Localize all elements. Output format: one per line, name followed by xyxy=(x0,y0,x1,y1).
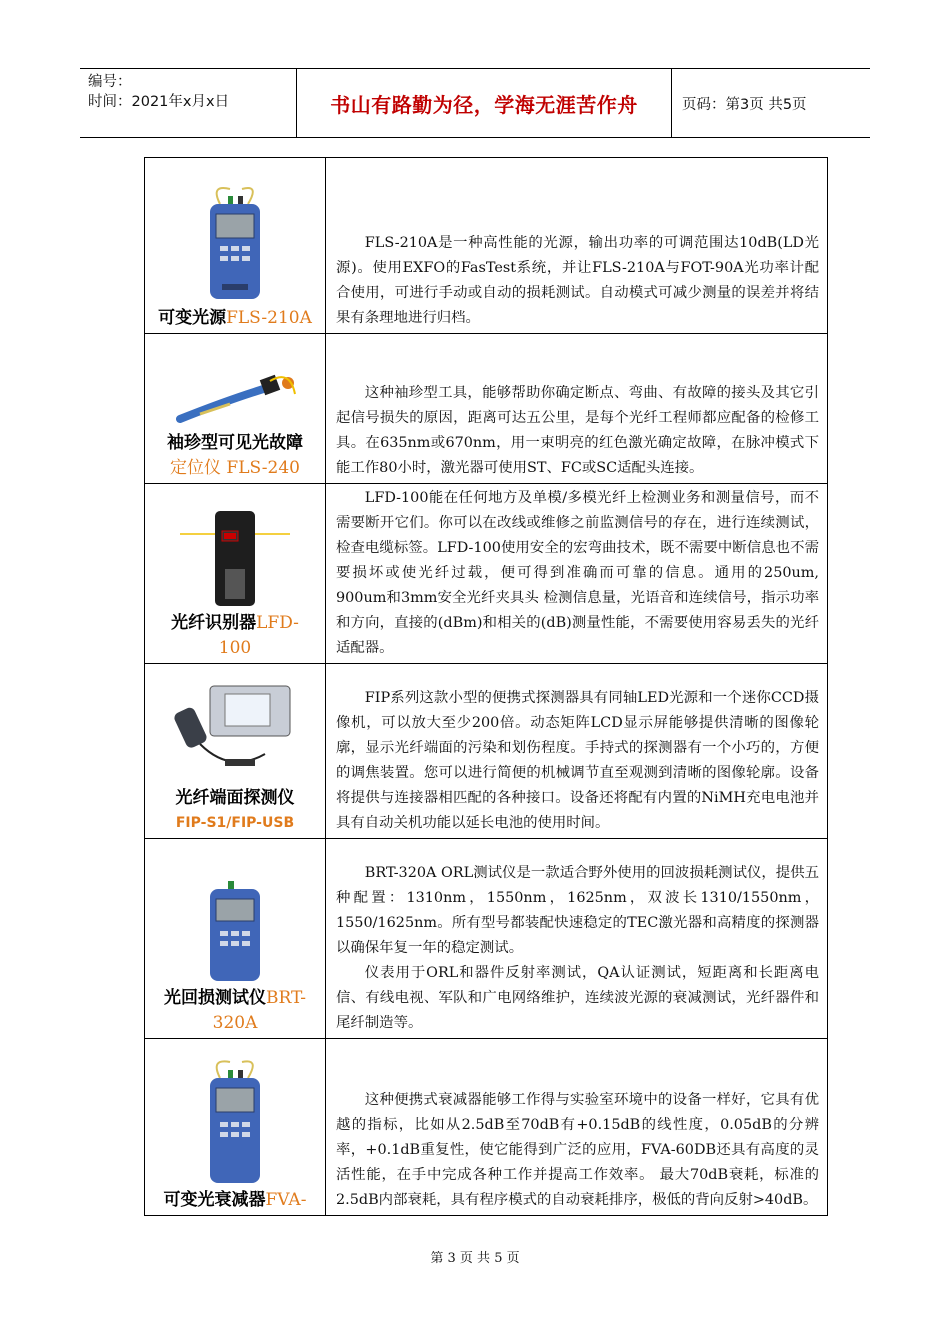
product-description xyxy=(336,486,819,661)
table-row xyxy=(145,664,828,839)
description-paragraph: FLS-210A是一种高性能的光源，输出功率的可调范围达10dB(LD光源)。使用EXFO的FasTest系统，并让FLS-210A与FOT-90A光功率计配合使用，可进行手动或自动的损耗测试。自动模式可减少测量的误差并将结果有条理地进行归档。 xyxy=(336,235,819,326)
product-description xyxy=(336,861,819,1036)
page-header xyxy=(80,68,870,138)
product-model[interactable]: FLS-210A xyxy=(226,308,312,328)
description-cell xyxy=(326,839,828,1039)
product-name xyxy=(145,1188,325,1213)
header-page-info: 页码：第3页 共5页 xyxy=(682,96,807,113)
product-name xyxy=(145,306,325,331)
product-image-attenuator xyxy=(145,1056,325,1186)
product-name-cn: 袖珍型可见光故障 xyxy=(167,433,303,453)
product-name-cn: 光回损测试仪 xyxy=(164,988,267,1008)
product-name-cn: 光纤端面探测仪 xyxy=(175,788,295,808)
product-name xyxy=(145,431,325,481)
description-paragraph: 这种袖珍型工具，能够帮助你确定断点、弯曲、有故障的接头及其它引起信号损失的原因，距离可达五公里，是每个光纤工程师都应配备的检修工具。在635nm或670nm，用一束明亮的红色激光确定故障，在脉冲模式下能工作80小时，激光器可使用ST、FC或SC适配头连接。 xyxy=(336,385,819,476)
product-cell xyxy=(145,664,326,839)
product-description xyxy=(336,231,819,331)
product-model[interactable]: FVA- xyxy=(265,1190,307,1210)
table-row xyxy=(145,484,828,664)
product-cell xyxy=(145,484,326,664)
product-description xyxy=(336,381,819,481)
product-image-probe xyxy=(145,684,325,784)
table-row xyxy=(145,158,828,334)
header-motto: 书山有路勤为径，学海无涯苦作舟 xyxy=(297,69,672,137)
product-model[interactable]: 定位仪 FLS-240 xyxy=(170,458,300,478)
number-label: 编号： xyxy=(88,74,132,90)
description-paragraph: LFD-100能在任何地方及单模/多模光纤上检测业务和测量信号，而不需要断开它们。你可以在改线或维修之前监测信号的存在，进行连续测试，检查电缆标签。LFD-100使用安全的宏弯曲技术，既不需要中断信息也不需要损坏或使光纤过载，便可得到准确而可靠的信息。通用的250um, 900um和3mm安全光纤夹具头 检测信息量，光语音和连续信号，指示功率和方向，直接的(dBm)和相关的(dB)测量性能，不需要使用容易丢失的光纤适配器。 xyxy=(336,490,819,656)
product-name-cn: 可变光源 xyxy=(158,308,227,328)
product-image-meter xyxy=(145,879,325,984)
header-meta xyxy=(80,69,297,137)
product-model[interactable]: FIP-S1/FIP-USB xyxy=(175,815,295,831)
description-cell xyxy=(326,484,828,664)
product-name-cn: 光纤识别器 xyxy=(171,613,257,633)
product-model[interactable]: BRT- xyxy=(266,988,306,1008)
product-table xyxy=(144,157,828,1216)
product-image-identifier xyxy=(145,509,325,609)
description-paragraph: FIP系列这款小型的便携式探测器具有同轴LED光源和一个迷你CCD摄像机，可以放大至少200倍。动态矩阵LCD显示屏能够提供清晰的图像轮廓，显示光纤端面的污染和划伤程度。手持式的探测器有一个小巧的，方便的调焦装置。您可以进行简便的机械调节直至观测到清晰的图像轮廓。设备将提供与连接器相匹配的各种接口。设备还将配有内置的NiMH充电电池并具有自动关机功能以延长电池的使用时间。 xyxy=(336,690,819,831)
description-cell xyxy=(326,334,828,484)
table-row xyxy=(145,334,828,484)
description-paragraph: 这种便携式衰减器能够工作得与实验室环境中的设备一样好，它具有优越的指标，比如从2.5dB至70dB有+0.15dB的线性度，0.05dB的分辨率，+0.1dB重复性，使它能得到广泛的应用，FVA-60DB还具有高度的灵活性能，在手中完成各种工作并提高工作效率。 最大70dB衰耗，标准的2.5dB内部衰耗，具有程序模式的自动衰耗排序，极低的背向反射>40dB。 xyxy=(336,1092,819,1208)
description-cell xyxy=(326,664,828,839)
description-paragraph: 仪表用于ORL和器件反射率测试，QA认证测试，短距离和长距离电信、有线电视、军队和广电网络维护，连续波光源的衰减测试，光纤器件和尾纤制造等。 xyxy=(336,965,819,1031)
product-description xyxy=(336,686,819,836)
page-footer: 第 3 页 共 5 页 xyxy=(430,1251,520,1266)
product-name xyxy=(145,611,325,661)
product-name xyxy=(145,786,325,836)
product-image-pen xyxy=(145,369,325,429)
product-model[interactable]: LFD- xyxy=(256,613,299,633)
product-cell xyxy=(145,839,326,1039)
description-paragraph: BRT-320A ORL测试仪是一款适合野外使用的回波损耗测试仪，提供五种配置：1310nm，1550nm，1625nm，双波长1310/1550nm，1550/1625nm。所有型号都装配快速稳定的TEC激光器和高精度的探测器以确保年复一年的稳定测试。 xyxy=(336,865,819,956)
product-model-cont[interactable]: 100 xyxy=(218,638,252,658)
product-model-cont[interactable]: 320A xyxy=(212,1013,258,1033)
table-row xyxy=(145,839,828,1039)
date-label: 时间：2021年x月x日 xyxy=(88,94,230,110)
product-cell xyxy=(145,158,326,334)
description-cell xyxy=(326,1039,828,1216)
product-cell xyxy=(145,1039,326,1216)
product-image-meter xyxy=(145,184,325,304)
product-name xyxy=(145,986,325,1036)
product-name-cn: 可变光衰减器 xyxy=(163,1190,266,1210)
product-cell xyxy=(145,334,326,484)
table-row xyxy=(145,1039,828,1216)
description-cell xyxy=(326,158,828,334)
product-description xyxy=(336,1088,819,1213)
